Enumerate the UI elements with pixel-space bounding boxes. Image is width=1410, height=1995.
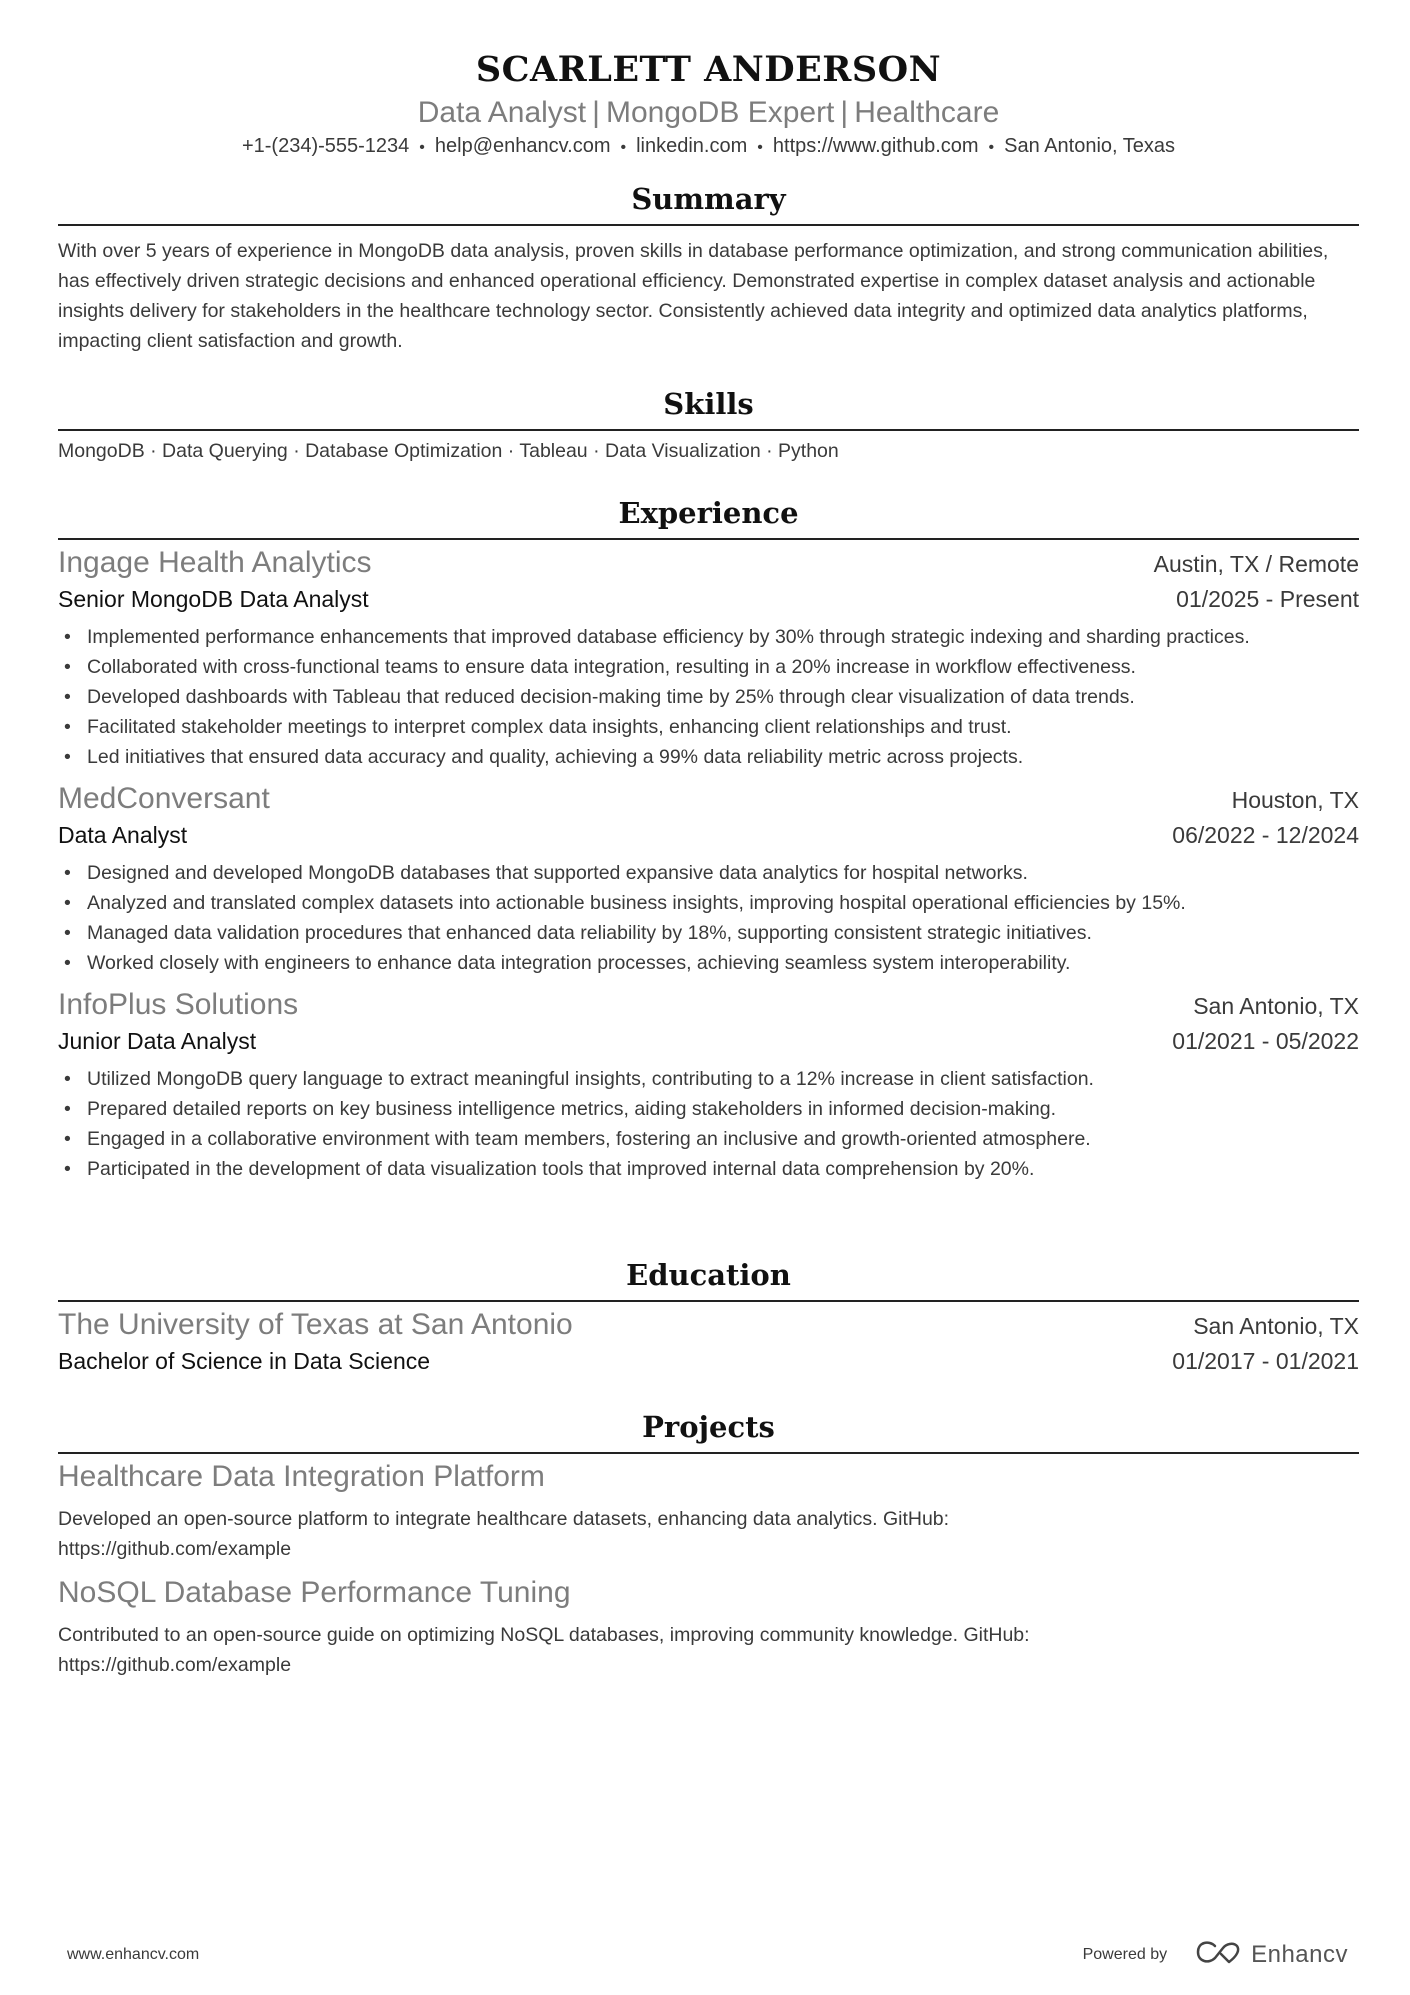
entry-subheader: [58, 818, 1359, 852]
achievement-item: • Developed dashboards with Tableau that reduced decision-making time by 25% through clear visualization of data trends.: [58, 682, 1359, 712]
section-title-education: Education: [626, 1258, 791, 1292]
experience-entry: [58, 780, 1359, 978]
section-divider: [58, 224, 1359, 226]
achievement-item: • Managed data validation procedures that enhanced data reliability by 18%, supporting consistent strategic initiatives.: [58, 918, 1359, 948]
experience-section: [58, 494, 1359, 1184]
achievement-item: • Participated in the development of data visualization tools that improved internal data comprehension by 20%.: [58, 1154, 1359, 1184]
page-footer: [67, 1940, 1348, 1969]
job-location: San Antonio, TX: [1193, 993, 1359, 1019]
degree: Bachelor of Science in Data Science: [58, 1348, 431, 1374]
tagline-item: MongoDB Expert: [605, 96, 835, 129]
job-location: Houston, TX: [1231, 787, 1359, 813]
tagline: [58, 94, 1359, 132]
achievement-item: • Analyzed and translated complex datasets into actionable business insights, improving hospital operational efficiencies by 15%.: [58, 888, 1359, 918]
job-dates: 06/2022 - 12/2024: [1172, 822, 1359, 848]
education-entry: [58, 1306, 1359, 1378]
entry-header: [58, 1306, 1359, 1344]
section-divider: [58, 1452, 1359, 1454]
skills-section: [58, 385, 1359, 465]
contact-separator: •: [988, 139, 995, 156]
entry-subheader: [58, 1024, 1359, 1058]
achievement-item: • Facilitated stakeholder meetings to interpret complex data insights, enhancing client relationships and trust.: [58, 712, 1359, 742]
job-dates: 01/2021 - 05/2022: [1172, 1028, 1359, 1054]
linkedin-link[interactable]: linkedin.com: [636, 135, 748, 157]
education-section: [58, 1256, 1359, 1378]
entry-header: [58, 780, 1359, 818]
enhancv-logo-icon: [1195, 1940, 1241, 1969]
tagline-separator: |: [592, 96, 600, 129]
experience-entry: [58, 544, 1359, 772]
education-dates: 01/2017 - 01/2021: [1172, 1348, 1359, 1374]
website-link[interactable]: www.enhancv.com: [67, 1945, 200, 1963]
email-link[interactable]: help@enhancv.com: [434, 135, 611, 157]
brand-name: Enhancv: [1251, 1940, 1348, 1968]
section-title-experience: Experience: [618, 496, 799, 530]
tagline-item: Data Analyst: [417, 96, 587, 129]
job-title: Senior MongoDB Data Analyst: [58, 586, 369, 612]
section-title-projects: Projects: [642, 1410, 775, 1444]
project-entry: [58, 1458, 1359, 1564]
achievement-item: • Prepared detailed reports on key business intelligence metrics, aiding stakeholders in informed decision-making.: [58, 1094, 1359, 1124]
projects-section: [58, 1408, 1359, 1680]
project-entry: [58, 1574, 1359, 1680]
achievement-item: • Implemented performance enhancements that improved database efficiency by 30% through strategic indexing and sharding practices.: [58, 622, 1359, 652]
achievement-item: • Collaborated with cross-functional teams to ensure data integration, resulting in a 20% increase in workflow effectiveness.: [58, 652, 1359, 682]
entry-subheader: [58, 582, 1359, 616]
entry-header: [58, 986, 1359, 1024]
location: San Antonio, Texas: [1004, 135, 1176, 157]
school-name: The University of Texas at San Antonio: [58, 1308, 573, 1341]
summary-text: With over 5 years of experience in MongoDB data analysis, proven skills in database performance optimization, and strong communication abilities, has effectively driven strategic decisions and enhanced operational efficiency. Demonstrated expertise in complex dataset analysis and actionable insights delivery for stakeholders in the healthcare technology sector. Consistently achieved data integrity and optimized data analytics platforms, impacting client satisfaction and growth.: [58, 240, 1329, 352]
tagline-separator: |: [840, 96, 849, 129]
resume-header: [58, 0, 1359, 162]
school-location: San Antonio, TX: [1193, 1313, 1359, 1339]
job-dates: 01/2025 - Present: [1176, 586, 1359, 612]
company-name: Ingage Health Analytics: [58, 546, 372, 579]
skills-list: MongoDB · Data Querying · Database Optimization · Tableau · Data Visualization · Python: [58, 440, 839, 462]
achievement-item: • Led initiatives that ensured data accuracy and quality, achieving a 99% data reliability metric across projects.: [58, 742, 1359, 772]
contact-line: [58, 132, 1359, 162]
achievement-item: • Utilized MongoDB query language to extract meaningful insights, contributing to a 12% increase in client satisfaction.: [58, 1064, 1359, 1094]
section-divider: [58, 429, 1359, 431]
achievement-list: [58, 858, 1359, 978]
entry-header: [58, 544, 1359, 582]
job-title: Data Analyst: [58, 822, 188, 848]
project-name: NoSQL Database Performance Tuning: [58, 1576, 571, 1609]
section-title-summary: Summary: [631, 182, 786, 216]
achievement-list: [58, 622, 1359, 772]
powered-by-label: Powered by: [1082, 1945, 1168, 1963]
section-divider: [58, 1300, 1359, 1302]
achievement-list: [58, 1064, 1359, 1184]
achievement-item: • Engaged in a collaborative environment with team members, fostering an inclusive and growth-oriented atmosphere.: [58, 1124, 1359, 1154]
achievement-item: • Designed and developed MongoDB databases that supported expansive data analytics for hospital networks.: [58, 858, 1359, 888]
candidate-name: SCARLETT ANDERSON: [475, 49, 942, 90]
company-name: MedConversant: [58, 782, 270, 815]
section-divider: [58, 538, 1359, 540]
achievement-item: • Worked closely with engineers to enhance data integration processes, achieving seamless system interoperability.: [58, 948, 1359, 978]
summary-section: [58, 180, 1359, 356]
phone[interactable]: +1-(234)-555-1234: [241, 135, 410, 157]
company-name: InfoPlus Solutions: [58, 988, 299, 1021]
project-name: Healthcare Data Integration Platform: [58, 1460, 545, 1493]
job-location: Austin, TX / Remote: [1153, 551, 1359, 577]
contact-separator: •: [419, 139, 425, 156]
entry-subheader: [58, 1344, 1359, 1378]
job-title: Junior Data Analyst: [58, 1028, 257, 1054]
project-description: Developed an open-source platform to integrate healthcare datasets, enhancing data analytics. GitHub: https://github.com/example: [58, 1508, 950, 1560]
experience-entry: [58, 986, 1359, 1184]
section-title-skills: Skills: [663, 387, 754, 421]
contact-separator: •: [620, 139, 627, 156]
github-link[interactable]: https://www.github.com: [772, 135, 979, 157]
resume-page: [58, 0, 1359, 1676]
project-description: Contributed to an open-source guide on optimizing NoSQL databases, improving community knowledge. GitHub: https://github.com/example: [58, 1624, 1030, 1676]
contact-separator: •: [757, 139, 763, 156]
tagline-item: Healthcare: [854, 96, 1000, 129]
powered-by: [1083, 1940, 1348, 1969]
